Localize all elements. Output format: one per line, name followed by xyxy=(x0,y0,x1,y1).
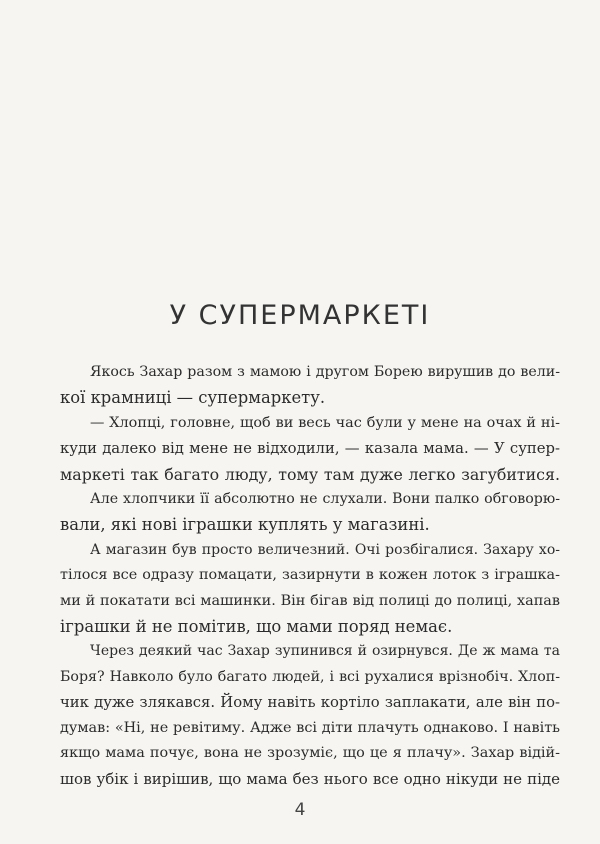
text-line: чик дуже злякався. Йому навіть кортіло заплакати, але він по- xyxy=(60,694,560,712)
text-line: шов убік і вирішив, що мама без нього все одно нікуди не піде xyxy=(60,769,560,788)
text-line: Але хлопчики її абсолютно не слухали. Вони палко обговорю- xyxy=(90,491,560,508)
text-line: вали, які нові іграшки куплять у магазині. xyxy=(60,515,430,535)
text-line: кої крамниці — супермаркету. xyxy=(60,388,326,408)
text-line: Через деякий час Захар зупинився й озирнувся. Де ж мама та xyxy=(90,643,560,660)
text-line: ми й покатати всі машинки. Він бігав від полиці до полиці, хапав xyxy=(60,592,560,609)
page-number: 4 xyxy=(294,800,306,820)
text-line: думав: «Ні, не ревітиму. Адже всі діти плачуть однаково. І навіть xyxy=(60,719,560,736)
text-line: А магазин був просто величезний. Очі розбігалися. Захару хо- xyxy=(90,541,560,558)
text-line: Боря? Навколо було багато людей, і всі рухалися врізнобіч. Хлоп- xyxy=(60,668,560,685)
text-line: — Хлопці, головне, щоб ви весь час були у мене на очах й ні- xyxy=(90,414,560,431)
text-line: якщо мама почує, вона не зрозуміє, що це я плачу». Захар відій- xyxy=(60,745,560,762)
text-line: тілося все одразу помацати, зазирнути в кожен лоток з іграшка- xyxy=(60,567,560,584)
text-line: куди далеко від мене не відходили, — казала мама. — У супер- xyxy=(60,440,560,458)
text-line: Якось Захар разом з мамою і другом Борею вирушив до вели- xyxy=(90,364,560,380)
text-line: іграшки й не помітив, що мами поряд немає. xyxy=(60,617,453,637)
chapter-title: У СУПЕРМАРКЕТІ xyxy=(169,300,431,331)
body-text xyxy=(60,360,560,792)
text-line: маркеті так багато люду, тому там дуже легко загубитися. xyxy=(60,464,560,484)
